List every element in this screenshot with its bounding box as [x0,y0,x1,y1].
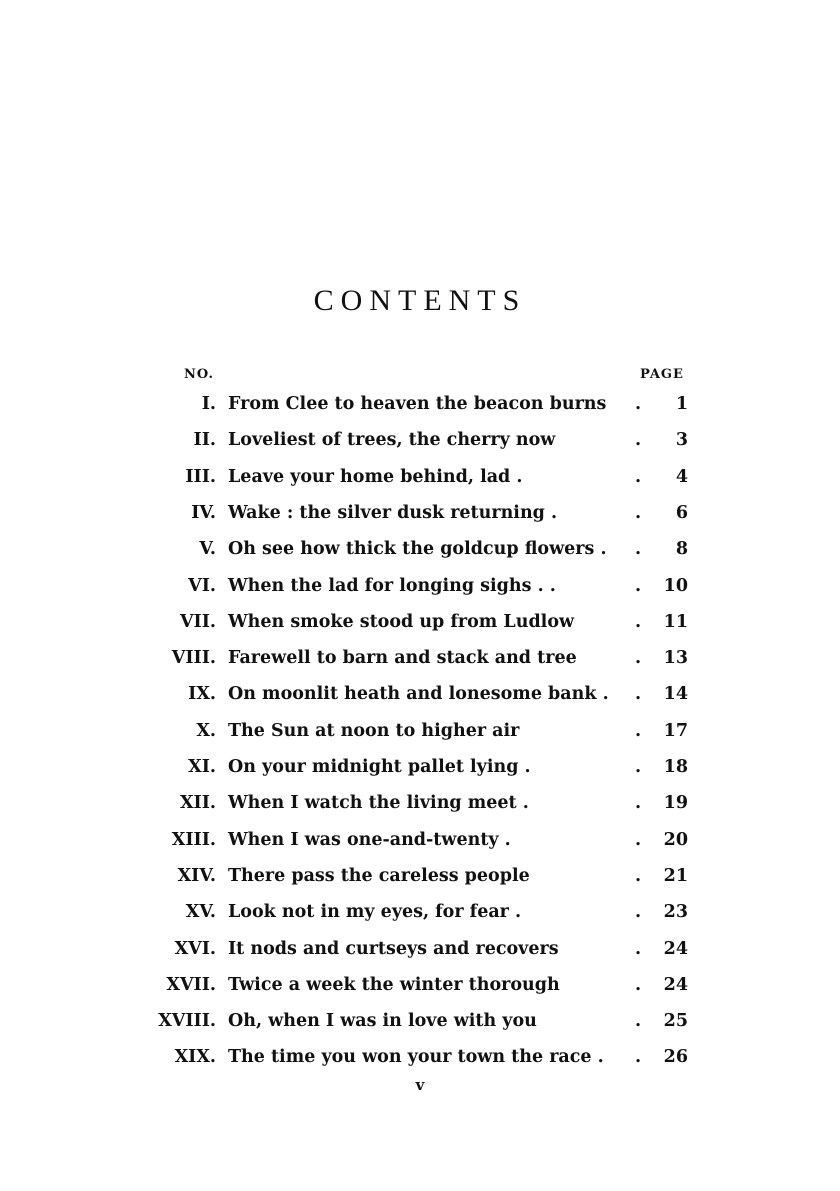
contents-entry [0,576,840,612]
contents-entry [0,793,840,829]
entry-title: From Clee to heaven the beacon burns [228,394,607,414]
entry-title: Twice a week the winter thorough [228,974,560,995]
entry-number: I. [201,394,216,414]
leader-dot: . [635,611,642,632]
leader-dot: . [635,974,642,995]
leader-dot: . [635,793,642,814]
entry-number: VII. [179,611,216,632]
leader-dot: . [635,865,642,886]
contents-entry [0,902,840,938]
contents-entry [0,975,840,1011]
entry-page-number: 23 [663,902,688,923]
entry-page-number: 25 [663,1011,688,1032]
entry-page-number: 18 [663,757,688,777]
leader-dot: . [635,829,642,850]
leader-dot: . [635,502,642,523]
contents-entry [0,612,840,648]
entry-number: XVIII. [158,1011,216,1032]
leader-dot: . [635,720,642,741]
entry-page-number: 24 [663,974,688,995]
page-title: CONTENTS [313,284,527,317]
entry-title: When the lad for longing sighs . . [228,575,556,596]
contents-entry [0,757,840,793]
contents-entry [0,503,840,539]
entry-number: XI. [188,757,216,777]
entry-number: VIII. [171,648,216,669]
entry-title: Wake : the silver dusk returning . [228,502,558,523]
entry-title: Look not in my eyes, for fear . [228,902,522,923]
entry-page-number: 19 [663,793,688,814]
contents-entry [0,394,840,430]
contents-entry [0,467,840,503]
entry-page-number: 17 [663,720,688,741]
entry-title: Farewell to barn and stack and tree [228,648,577,669]
entry-number: XV. [185,902,216,923]
entry-title: On your midnight pallet lying . [228,757,531,777]
entry-page-number: 14 [663,684,688,705]
contents-entry [0,648,840,684]
contents-entry [0,430,840,466]
entry-page-number: 4 [675,466,688,487]
entry-page-number: 3 [675,430,688,451]
entry-title: There pass the careless people [228,865,530,886]
entry-title: Loveliest of trees, the cherry now [228,430,556,451]
entry-number: V. [199,539,216,560]
entry-title: When I watch the living meet . [228,793,529,814]
entry-title: On moonlit heath and lonesome bank . [228,684,609,705]
leader-dot: . [635,938,642,959]
entry-title: It nods and curtseys and recovers [228,938,559,959]
entry-number: XIV. [177,865,216,886]
leader-dot: . [635,466,642,487]
entry-number: XIII. [171,829,216,850]
contents-entry [0,721,840,757]
entry-title: Oh see how thick the goldcup flowers . [228,539,607,560]
column-header-number: NO. [184,367,214,382]
entry-number: IX. [188,684,216,705]
entry-page-number: 6 [675,502,688,523]
entry-page-number: 8 [675,539,688,560]
entry-page-number: 13 [663,648,688,669]
entry-number: X. [196,720,216,741]
entry-page-number: 10 [663,575,688,596]
entry-number: II. [193,430,216,451]
entry-title: When smoke stood up from Ludlow [228,611,575,632]
leader-dot: . [635,684,642,705]
leader-dot: . [635,902,642,923]
entry-page-number: 20 [663,829,688,850]
leader-dot: . [635,757,642,777]
contents-entry [0,830,840,866]
entry-number: XII. [179,793,216,814]
entry-title: The time you won your town the race . [228,1047,604,1068]
entry-title: When I was one-and-twenty . [228,829,511,850]
leader-dot: . [635,1047,642,1068]
entry-number: XVII. [166,974,216,995]
contents-entry [0,866,840,902]
entry-page-number: 21 [663,865,688,886]
leader-dot: . [635,1011,642,1032]
entry-page-number: 11 [663,611,688,632]
entry-title: The Sun at noon to higher air [228,720,520,741]
entry-number: XVI. [174,938,216,959]
entry-page-number: 1 [675,394,688,414]
contents-entry [0,684,840,720]
contents-entry [0,539,840,575]
contents-entry [0,939,840,975]
entry-number: VI. [188,575,216,596]
entry-page-number: 24 [663,938,688,959]
leader-dot: . [635,648,642,669]
entry-number: III. [185,466,216,487]
entry-title: Leave your home behind, lad . [228,466,523,487]
page-folio: v [415,1076,425,1094]
entry-title: Oh, when I was in love with you [228,1011,537,1032]
contents-entry [0,1011,840,1047]
leader-dot: . [635,539,642,560]
entry-number: XIX. [174,1047,216,1068]
entry-number: IV. [191,502,216,523]
entry-page-number: 26 [663,1047,688,1068]
leader-dot: . [635,575,642,596]
column-header-page: PAGE [640,367,684,382]
leader-dot: . [635,430,642,451]
leader-dot: . [635,394,642,414]
